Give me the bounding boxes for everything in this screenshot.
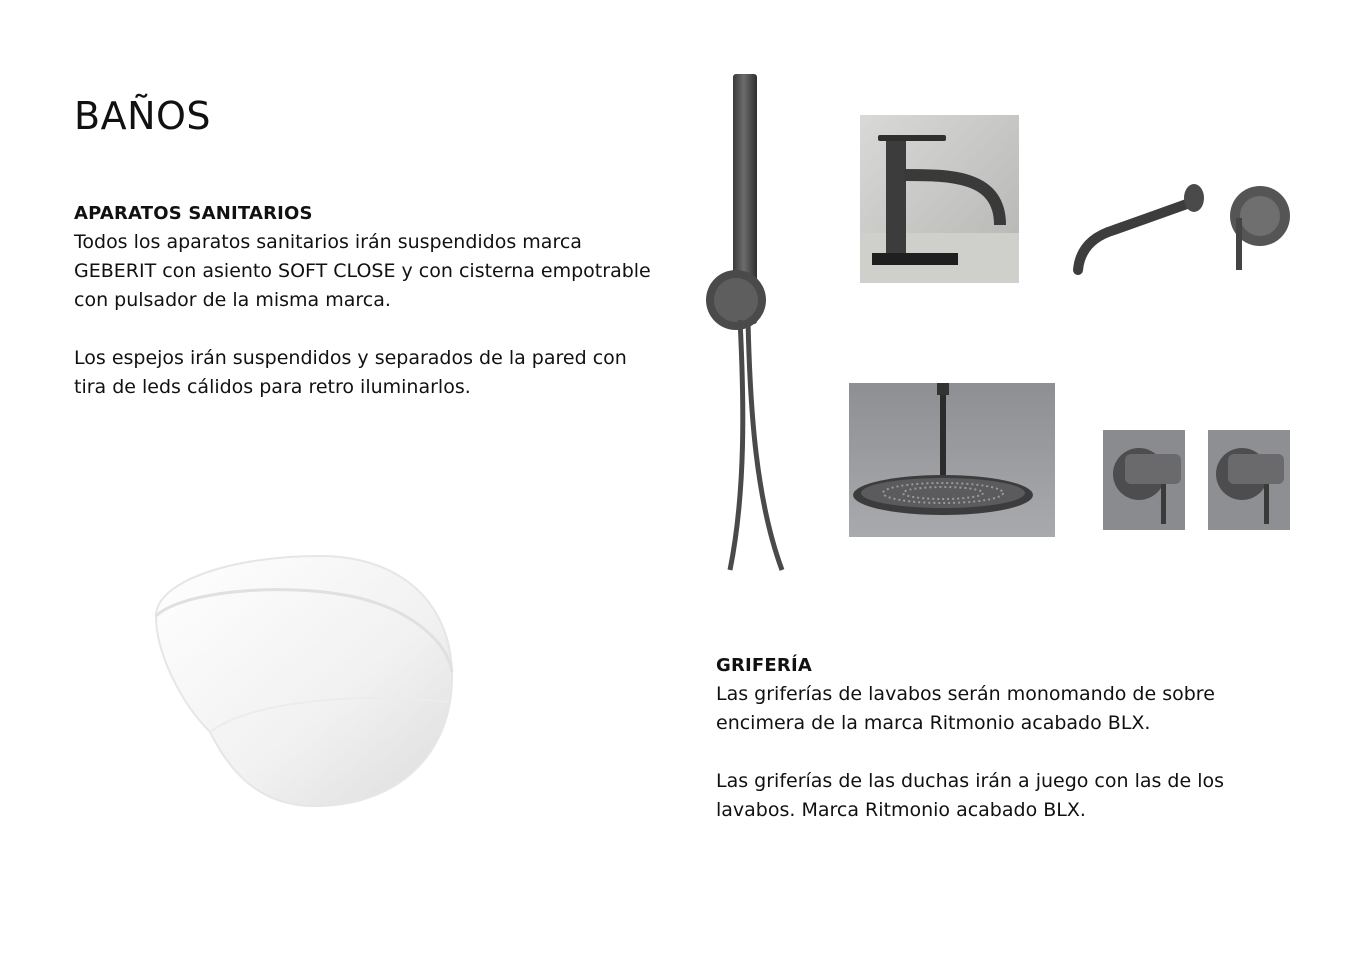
sanitarios-paragraph-2: Los espejos irán suspendidos y separados de la pared con tira de leds cálidos para retro iluminarlos.	[74, 347, 627, 398]
wall-spout-icon	[1070, 178, 1298, 278]
sanitarios-section	[74, 199, 654, 402]
shower-valve-icon	[1103, 430, 1185, 530]
griferia-section	[716, 651, 1296, 825]
basin-mixer-icon	[860, 115, 1019, 283]
shower-valve-icon	[1208, 430, 1290, 530]
griferia-paragraph-2: Las griferías de las duchas irán a juego con las de los lavabos. Marca Ritmonio acabado BLX.	[716, 770, 1225, 821]
wall-hung-toilet-icon	[150, 552, 460, 812]
page-title: BAÑOS	[74, 94, 212, 138]
griferia-paragraph-1: Las griferías de lavabos serán monomando de sobre encimera de la marca Ritmonio acabado BLX.	[716, 683, 1215, 734]
sanitarios-paragraph-1: Todos los aparatos sanitarios irán suspendidos marca GEBERIT con asiento SOFT CLOSE y con cisterna empotrable con pulsador de la misma marca.	[74, 231, 651, 311]
griferia-heading: GRIFERÍA	[716, 655, 813, 676]
hand-shower-icon	[700, 70, 792, 576]
rain-shower-icon	[849, 383, 1055, 537]
sanitarios-heading: APARATOS SANITARIOS	[74, 203, 313, 224]
